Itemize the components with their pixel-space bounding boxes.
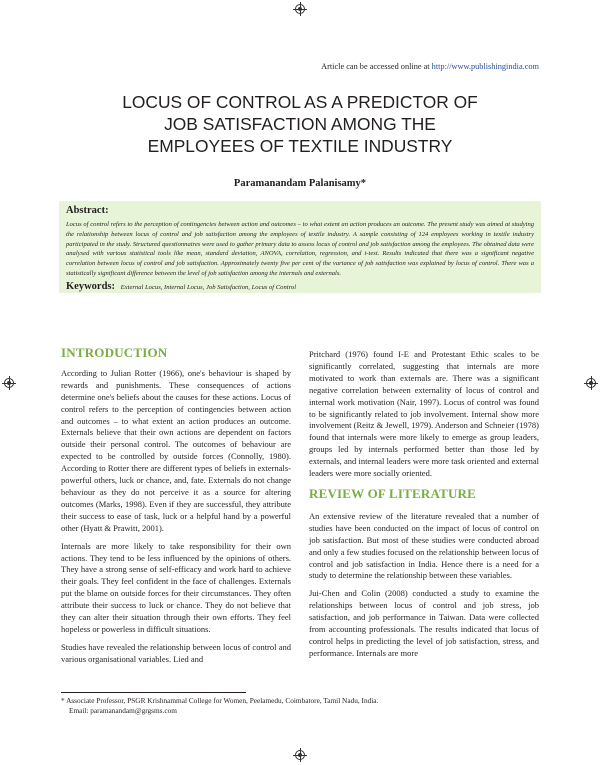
author-email: Email: paramanandam@grgsms.com: [69, 706, 177, 715]
review-heading: REVIEW OF LITERATURE: [309, 485, 477, 501]
body-paragraph: Internals are more likely to take responsibility for their own actions. They tend to be less influenced by the opinions of others. They have a strong sense of self-efficacy and work hard to achieve their goals. They feel confident in the face of challenges. Externals put the blame on outside forces for their circumstances. They often attribute their success to luck or chance. They do not believe that they can alter their situation through their own efforts. They feel hopeless or powerless in difficult situations.: [61, 540, 291, 634]
registration-mark-top: [295, 4, 305, 14]
abstract-box: [59, 201, 541, 293]
registration-mark-left: [4, 378, 14, 388]
registration-mark-bottom: [295, 750, 305, 760]
abstract-heading: Abstract:: [66, 205, 109, 216]
body-paragraph: Jui-Chen and Colin (2008) conducted a study to examine the relationships between locus of control and job stress, job satisfaction, and job performance in Taiwan. Data were collected from accounting professionals. The results indicated that locus of control helps in predicting the level of job satisfaction, stress, and performance. Internals are more: [309, 588, 539, 658]
keywords-label: Keywords:: [66, 280, 115, 292]
footnote-divider: [61, 692, 246, 693]
right-column: [309, 349, 539, 660]
registration-mark-right: [586, 378, 596, 388]
title-line: LOCUS OF CONTROL AS A PREDICTOR OF: [122, 92, 478, 112]
keywords-line: [66, 281, 534, 292]
body-paragraph: Studies have revealed the relationship between locus of control and various organisational variables. Lied and: [61, 641, 291, 664]
paper-title: [0, 91, 600, 157]
title-line: EMPLOYEES OF TEXTILE INDUSTRY: [147, 136, 453, 156]
abstract-text: Locus of control refers to the perception of contingencies between action and outcomes – to what extent an action produces an outcome. The present study was aimed at studying the relationship between locus of control and job satisfaction among the employees of textile industry. A sample consisting of 124 employees working in textile industry participated in the study. Structured questionnaires were used to gather primary data to assess locus of control and job satisfaction among the employees. The obtained data were analysed with various statistical tools like mean, standard deviation, ANOVA, correlation, regression, and t-test. Results indicated that there was a significant negative correlation between locus of control and job satisfaction. Approximately twenty five per cent of the variance of job satisfaction was explained by locus of control. There was a statistically significant difference between the level of job satisfaction among the internals and externals.: [66, 221, 534, 277]
keywords-list: External Locus, Internal Locus, Job Satisfaction, Locus of Control: [120, 283, 297, 291]
footnote: [61, 696, 378, 716]
author-name: Paramanandam Palanisamy*: [233, 178, 367, 189]
body-paragraph: Pritchard (1976) found I-E and Protestant Ethic scales to be significantly correlated, suggesting that internals are more motivated to work than externals are. There was a significant negative correlation between externality of locus of control and internal work motivation (Nair, 1997). Locus of control was found to be significantly related to job involvement. Internal show more involvement (Reitz & Jewell, 1979). Anderson and Schneier (1978) found that internals were more likely to emerge as group leaders, groups led by internals performed better than those led by externals, and internal leaders were more task oriented and external leaders were more socially oriented.: [309, 349, 539, 479]
body-paragraph: According to Julian Rotter (1966), one's behaviour is shaped by rewards and punishments. These consequences of actions determine one's beliefs about the causes for these actions. Locus of control refers to the perception of contingencies between action and outcomes – to what extent an action produces an outcome. Externals believe that their own actions are dependent on factors outside their personal control. The outcomes of behaviour are expected to be controlled by outside forces (Connolly, 1980). According to Rotter there are different types of beliefs in externals-powerful others, luck or chance, and, fate. Externals do not change behaviour as they do not perceive it as a source for altering outcomes (Marks, 1998). Even if they are successful, they attribute their success to ease of task, luck or a helpful hand by a powerful other (Hyatt & Prawitt, 2001).: [61, 367, 291, 533]
footnote-marker: *: [61, 696, 67, 705]
publisher-link[interactable]: http://www.publishingindia.com: [431, 62, 539, 71]
left-column: [61, 347, 291, 666]
title-line: JOB SATISFACTION AMONG THE: [164, 114, 436, 134]
body-paragraph: An extensive review of the literature revealed that a number of studies have been conducted on the impact of locus of control on job satisfaction. But most of these studies were conducted abroad and only a few studies focused on the relationship between locus of control and job satisfaction in India. Hence there is a need for a study to determine the relationship between these variables.: [309, 510, 539, 581]
author-affiliation: Associate Professor, PSGR Krishnammal College for Women, Peelamedu, Coimbatore, Tamil Nadu, India.: [66, 696, 379, 705]
introduction-heading: INTRODUCTION: [61, 345, 168, 360]
access-note: [321, 62, 539, 71]
access-text: Article can be accessed online at: [321, 62, 430, 71]
